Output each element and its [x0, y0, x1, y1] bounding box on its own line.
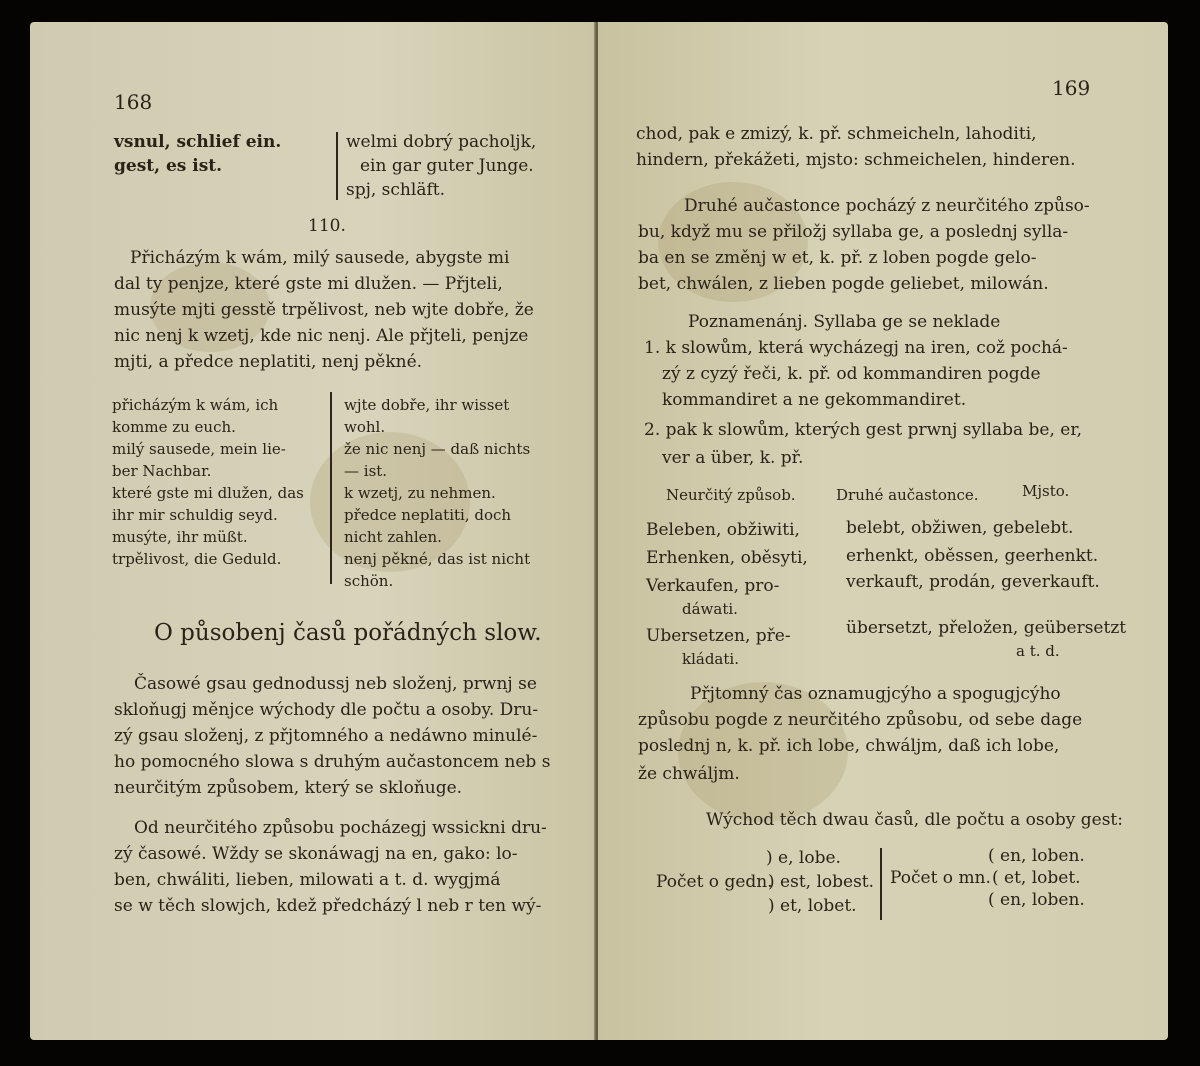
- paragraph-line: zý časowé. Wždy se skonáwagj na en, gako: lo-: [114, 844, 518, 864]
- table-header: Mjsto.: [1022, 482, 1070, 500]
- column-divider: [330, 392, 332, 584]
- paragraph-line: musýte mjti gesstě trpělivost, neb wjte dobře, že: [114, 300, 534, 320]
- table-cell: Verkaufen, pro-: [646, 576, 780, 596]
- paragraph-line: že chwáljm.: [638, 764, 740, 784]
- text-line: spj, schläft.: [346, 180, 445, 200]
- conjugation-ending: ( en, loben.: [988, 846, 1085, 866]
- note-line: Poznamenánj. Syllaba ge se neklade: [688, 312, 1001, 332]
- column-divider: [336, 132, 338, 200]
- text-line: ein gar guter Junge.: [360, 156, 534, 176]
- note-line: ver a über, k. př.: [662, 448, 804, 468]
- vocab-line: ber Nachbar.: [112, 462, 212, 480]
- table-cell: belebt, obžiwen, gebelebt.: [846, 518, 1074, 538]
- right-page: [598, 22, 1168, 1040]
- vocab-line: nicht zahlen.: [344, 528, 442, 546]
- page-number: 168: [114, 90, 153, 114]
- paragraph-line: Přicházým k wám, milý sausede, abygste mi: [130, 248, 510, 268]
- vocab-line: wjte dobře, ihr wisset: [344, 396, 510, 414]
- section-heading: O působenj časů pořádných slow.: [154, 620, 542, 646]
- vocab-line: ihr mir schuldig seyd.: [112, 506, 278, 524]
- paragraph-line: ho pomocného slowa s druhým aučastoncem neb s: [114, 752, 551, 772]
- paragraph-line: skloňugj měnjce wýchody dle počtu a osoby. Dru-: [114, 700, 539, 720]
- note-line: 2. pak k slowům, kterých gest prwnj syllaba be, er,: [644, 420, 1082, 440]
- vocab-line: k wzetj, zu nehmen.: [344, 484, 496, 502]
- paragraph-line: Wýchod těch dwau časů, dle počtu a osoby gest:: [706, 810, 1123, 830]
- conjugation-label: Počet o mn.: [890, 868, 991, 888]
- table-cell: Beleben, obžiwiti,: [646, 520, 800, 540]
- table-cell: kládati.: [682, 650, 739, 668]
- table-cell: Ubersetzen, pře-: [646, 626, 791, 646]
- vocab-line: předce neplatiti, doch: [344, 506, 512, 524]
- conjugation-ending: ( en, loben.: [988, 890, 1085, 910]
- table-cell: dáwati.: [682, 600, 738, 618]
- table-cell: übersetzt, přeložen, geübersetzt: [846, 618, 1127, 638]
- vocab-line: nenj pěkné, das ist nicht: [344, 550, 531, 568]
- conjugation-label: Počet o gedn.: [656, 872, 773, 892]
- paragraph-line: nic nenj k wzetj, kde nic nenj. Ale přjteli, penjze: [114, 326, 529, 346]
- paragraph-line: způsobu pogde z neurčitého způsobu, od sebe dage: [638, 710, 1083, 730]
- paragraph-line: ba en se změnj w et, k. př. z loben pogde gelo-: [638, 248, 1037, 268]
- section-number: 110.: [308, 216, 346, 236]
- text-line: welmi dobrý pacholjk,: [346, 132, 537, 152]
- note-line: zý z cyzý řeči, k. př. od kommandiren pogde: [662, 364, 1041, 384]
- table-cell: erhenkt, oběssen, geerhenkt.: [846, 546, 1099, 566]
- text-line: vsnul, schlief ein.: [114, 132, 282, 152]
- paragraph-line: mjti, a předce neplatiti, nenj pěkné.: [114, 352, 423, 372]
- paragraph-line: ben, chwáliti, lieben, milowati a t. d. wygjmá: [114, 870, 501, 890]
- paragraph-line: poslednj n, k. př. ich lobe, chwáljm, daß ich lobe,: [638, 736, 1060, 756]
- paragraph-line: se w těch slowjch, kdež předcházý l neb r ten wý-: [114, 896, 542, 916]
- paragraph-line: neurčitým způsobem, který se skloňuge.: [114, 778, 463, 798]
- vocab-line: wohl.: [344, 418, 386, 436]
- conjugation-ending: ( et, lobet.: [992, 868, 1081, 888]
- paragraph-line: bu, když mu se přiložj syllaba ge, a poslednj sylla-: [638, 222, 1069, 242]
- paragraph-line: Časowé gsau gednodussj neb složenj, prwnj se: [134, 674, 537, 694]
- vocab-line: že nic nenj — daß nichts: [344, 440, 531, 458]
- table-cell: Erhenken, oběsyti,: [646, 548, 808, 568]
- conjugation-ending: ) est, lobest.: [768, 872, 875, 892]
- table-cell: a t. d.: [1016, 642, 1060, 660]
- note-line: kommandiret a ne gekommandiret.: [662, 390, 967, 410]
- left-page: [30, 22, 596, 1040]
- vocab-line: schön.: [344, 572, 394, 590]
- vocab-line: které gste mi dlužen, das: [112, 484, 304, 502]
- vocab-line: musýte, ihr müßt.: [112, 528, 248, 546]
- vocab-line: přicházým k wám, ich: [112, 396, 279, 414]
- vocab-line: trpělivost, die Geduld.: [112, 550, 282, 568]
- paragraph-line: zý gsau složenj, z přjtomného a nedáwno minulé-: [114, 726, 538, 746]
- table-header: Neurčitý způsob.: [666, 486, 796, 504]
- paragraph-line: bet, chwálen, z lieben pogde geliebet, milowán.: [638, 274, 1049, 294]
- vocab-line: komme zu euch.: [112, 418, 236, 436]
- paragraph-line: hindern, překážeti, mjsto: schmeichelen, hinderen.: [636, 150, 1076, 170]
- conjugation-ending: ) et, lobet.: [768, 896, 857, 916]
- table-cell: verkauft, prodán, geverkauft.: [846, 572, 1100, 592]
- paragraph-line: chod, pak e zmizý, k. př. schmeicheln, lahoditi,: [636, 124, 1037, 144]
- vocab-line: — ist.: [344, 462, 388, 480]
- note-line: 1. k slowům, která wycházegj na iren, což pochá-: [644, 338, 1068, 358]
- paragraph-line: Přjtomný čas oznamugjcýho a spogugjcýho: [690, 684, 1061, 704]
- text-line: gest, es ist.: [114, 156, 223, 176]
- paragraph-line: dal ty penjze, které gste mi dlužen. — Přjteli,: [114, 274, 503, 294]
- column-divider: [880, 848, 882, 920]
- conjugation-ending: ) e, lobe.: [766, 848, 841, 868]
- table-header: Druhé aučastonce.: [836, 486, 979, 504]
- paragraph-line: Druhé aučastonce pocházý z neurčitého způso-: [684, 196, 1090, 216]
- page-number: 169: [1052, 76, 1091, 100]
- vocab-line: milý sausede, mein lie-: [112, 440, 286, 458]
- paragraph-line: Od neurčitého způsobu pocházegj wssickni dru-: [134, 818, 547, 838]
